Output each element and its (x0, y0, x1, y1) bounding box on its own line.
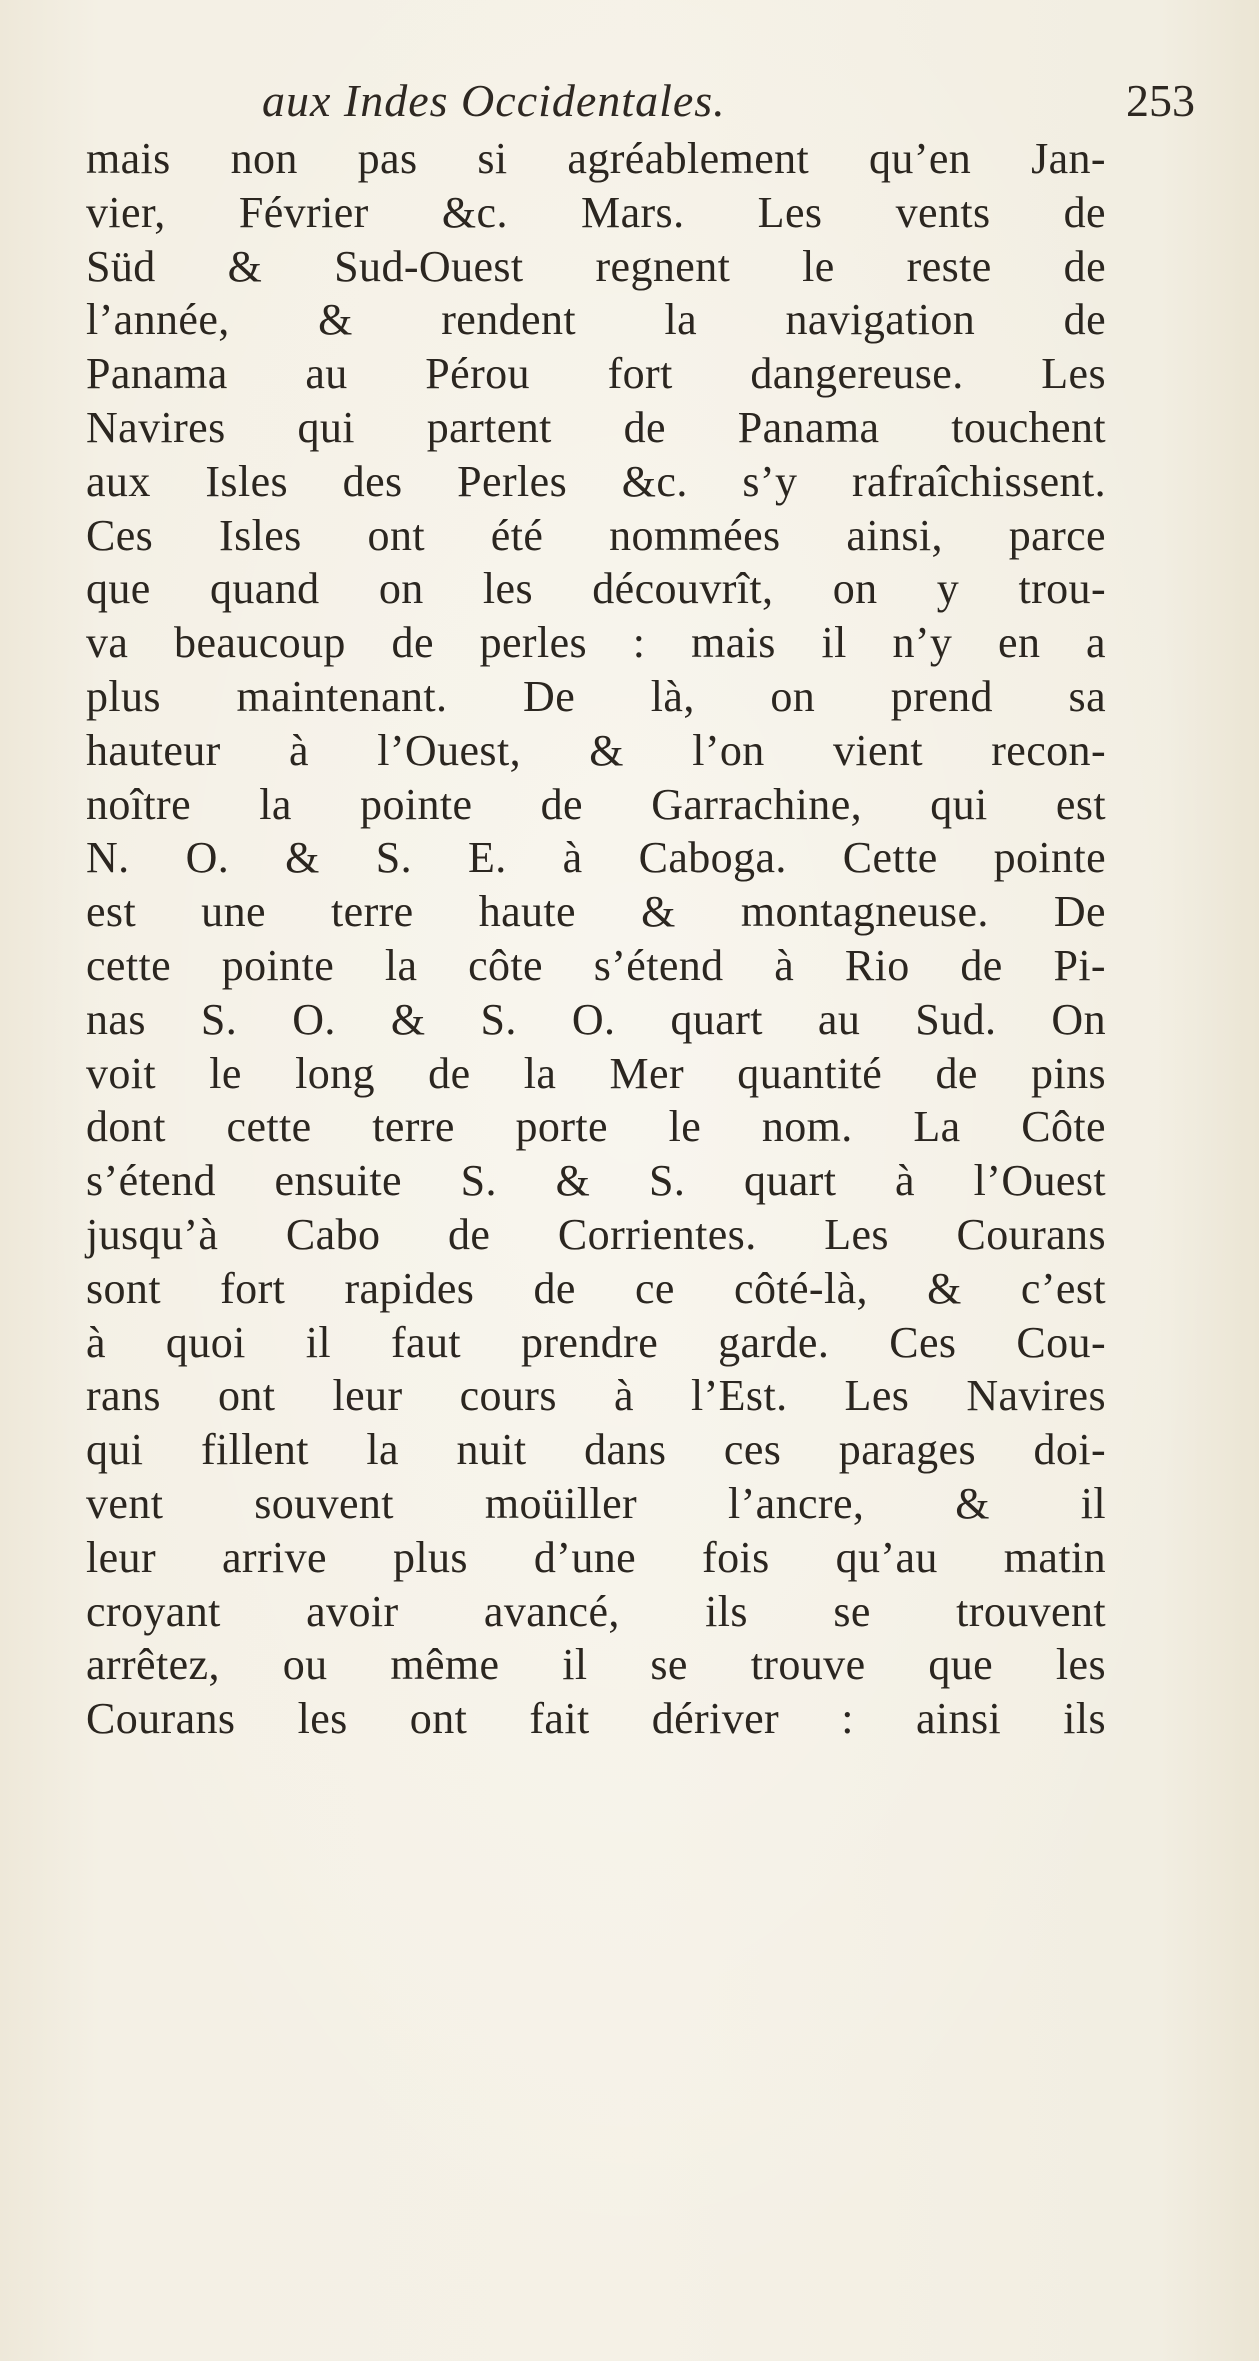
text-line-11: plus maintenant. De là, on prend sa (86, 671, 1106, 721)
text-line-18: voit le long de la Mer quantité de pins (86, 1048, 1106, 1098)
text-line-2: vier, Février &c. Mars. Les vents de (86, 187, 1106, 237)
text-line-24: rans ont leur cours à l’Est. Les Navires (86, 1371, 1106, 1421)
text-line-6: Navires qui partent de Panama touchent (86, 402, 1106, 452)
body-text (86, 132, 1106, 1746)
text-line-20: s’étend ensuite S. & S. quart à l’Ouest (86, 1156, 1106, 1206)
text-line-13: noître la pointe de Garrachine, qui est (86, 779, 1106, 829)
text-line-28: croyant avoir avancé, ils se trouvent (86, 1586, 1106, 1636)
text-line-21: jusqu’à Cabo de Corrientes. Les Courans (86, 1209, 1106, 1259)
text-line-16: cette pointe la côte s’étend à Rio de Pi- (86, 940, 1106, 990)
text-line-25: qui fillent la nuit dans ces parages doi- (86, 1425, 1106, 1475)
text-line-19: dont cette terre porte le nom. La Côte (86, 1102, 1106, 1152)
running-title: aux Indes Occidentales. (262, 75, 726, 126)
text-line-12: hauteur à l’Ouest, & l’on vient recon- (86, 725, 1106, 775)
page-number: 253 (1126, 75, 1195, 126)
text-line-29: arrêtez, ou même il se trouve que les (86, 1640, 1106, 1690)
text-line-9: que quand on les découvrît, on y trou- (86, 564, 1106, 614)
page-header (0, 70, 1259, 132)
text-line-14: N. O. & S. E. à Caboga. Cette pointe (86, 833, 1106, 883)
text-line-4: l’année, & rendent la navigation de (86, 295, 1106, 345)
text-line-22: sont fort rapides de ce côté-là, & c’est (86, 1263, 1106, 1313)
text-line-8: Ces Isles ont été nommées ainsi, parce (86, 510, 1106, 560)
text-line-23: à quoi il faut prendre garde. Ces Cou- (86, 1317, 1106, 1367)
text-line-7: aux Isles des Perles &c. s’y rafraîchissent. (86, 456, 1106, 506)
text-line-5: Panama au Pérou fort dangereuse. Les (86, 349, 1106, 399)
text-line-30: Courans les ont fait dériver : ainsi ils (86, 1694, 1106, 1744)
text-line-26: vent souvent moüiller l’ancre, & il (86, 1478, 1106, 1528)
text-line-1: mais non pas si agréablement qu’en Jan- (86, 134, 1106, 183)
text-line-27: leur arrive plus d’une fois qu’au matin (86, 1532, 1106, 1582)
text-line-15: est une terre haute & montagneuse. De (86, 887, 1106, 937)
text-line-3: Süd & Sud-Ouest regnent le reste de (86, 241, 1106, 291)
text-line-10: va beaucoup de perles : mais il n’y en a (86, 618, 1106, 668)
text-line-17: nas S. O. & S. O. quart au Sud. On (86, 994, 1106, 1044)
